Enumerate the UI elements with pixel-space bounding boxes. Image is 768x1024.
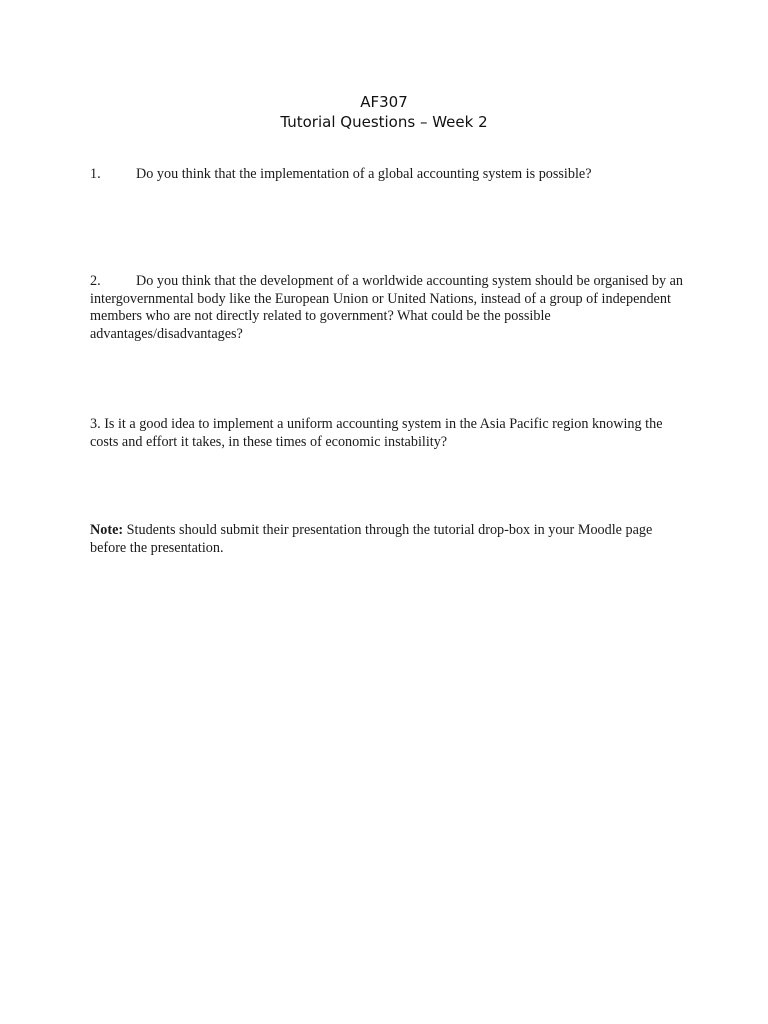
question-3	[90, 416, 688, 451]
page-title: Tutorial Questions – Week 2	[280, 113, 488, 131]
submission-note	[90, 522, 688, 557]
question-1-text: Do you think that the implementation of a global accounting system is possible?	[136, 166, 592, 182]
question-1-number: 1.	[90, 166, 101, 182]
question-3-text: Is it a good idea to implement a uniform accounting system in the Asia Pacific region knowing the costs and effort it takes, in these times of economic instability?	[90, 416, 663, 450]
course-code: AF307	[360, 93, 408, 111]
document-header	[0, 92, 768, 132]
note-label: Note:	[90, 522, 124, 538]
question-1	[90, 166, 688, 184]
question-2-number: 2.	[90, 273, 101, 289]
note-text: Students should submit their presentation through the tutorial drop-box in your Moodle page before the presentation.	[90, 522, 653, 556]
question-3-number: 3.	[90, 416, 101, 432]
question-2-text: Do you think that the development of a worldwide accounting system should be organised by an intergovernmental body like the European Union or United Nations, instead of a group of independent members who are not directly related to government? What could be the possible advantages/disadvantages?	[90, 273, 684, 342]
question-2	[90, 273, 688, 343]
